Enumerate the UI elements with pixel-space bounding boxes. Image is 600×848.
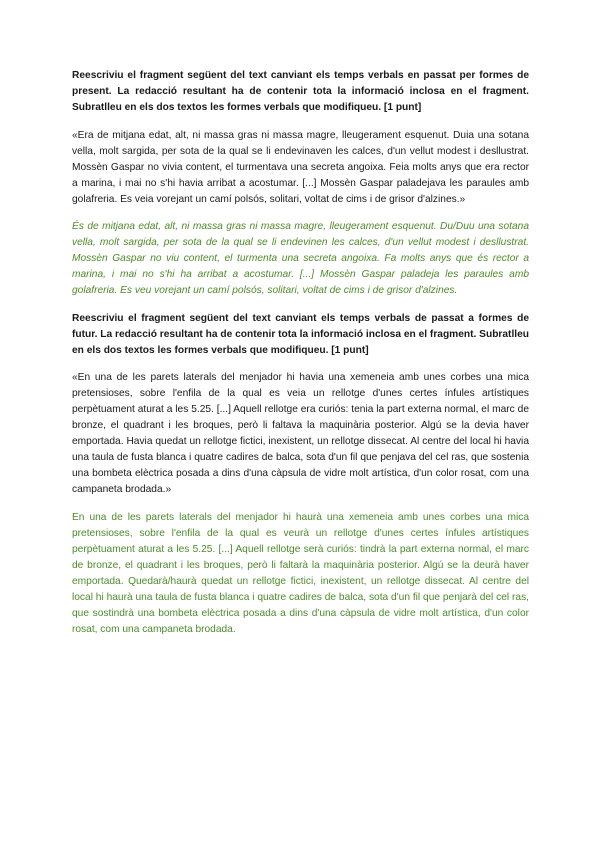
exercise-1 — [72, 68, 529, 299]
exercise-2 — [72, 311, 529, 638]
exercise-2-source-text: «En una de les parets laterals del menjador hi havia una xemeneia amb unes corbes una mica pretensioses, sobre l'enfila de la qual es veia un rellotge d'unes certes ínfules artístiques perpètuament aturat a les 5.25. [...] Aquell rellotge era curiós: tenia la part externa normal, el marc de bronze, el quadrant i les broques, però li faltava la maquinària posterior. Algú se la devia haver emportada. Havia quedat un rellotge fictici, inexistent, un rellotge dissecat. Al centre del local hi havia una taula de fusta blanca i quatre cadires de balca, sota d'un fil que penjava del cel ras, que sostenia una bombeta elèctrica posada a dins d'una càpsula de vidre molt artística, d'un color rosat, com una campaneta brodada.» — [72, 372, 529, 495]
exercise-1-answer-text: És de mitjana edat, alt, ni massa gras ni massa magre, lleugerament esquenut. Du/Duu una sotana vella, molt sargida, per sota de la qual se li endevinen les calces, d'un vellut modest i desllustrat. Mossèn Gaspar no viu content, el turmenta una secreta angoixa. Fa molts anys que és rector a marina, i mai no s'hi ha arribat a acostumar. [...] Mossèn Gaspar paladeja les paraules amb golafreria. Es veu vorejant un camí polsós, solitari, voltat de cims i de grisor d'alzines. — [72, 221, 529, 296]
exercise-2-answer-text: En una de les parets laterals del menjador hi haurà una xemeneia amb unes corbes una mica pretensioses, sobre l'enfila de la qual es veurà un rellotge d'unes certes ínfules artístiques perpètuament aturat a les 5.25. [...] Aquell rellotge serà curiós: tindrà la part externa normal, el marc de bronze, el quadrant i les broques, però li faltarà la maquinària posterior. Algú se la deurà haver emportada. Quedarà/haurà quedat un rellotge fictici, inexistent, un rellotge dissecat. Al centre del local hi haurà una taula de fusta blanca i quatre cadires de balca, sota d'un fil que penjarà del cel ras, que sostindrà una bombeta elèctrica posada a dins d'una càpsula de vidre molt artística, d'un color rosat, com una campaneta brodada. — [72, 512, 529, 635]
document-page — [72, 68, 529, 650]
exercise-1-source-text: «Era de mitjana edat, alt, ni massa gras ni massa magre, lleugerament esquenut. Duia una sotana vella, molt sargida, per sota de la qual se li endevinaven les calces, d'un vellut modest i desllustrat. Mossèn Gaspar no vivia content, el turmentava una secreta angoixa. Feia molts anys que era rector a marina, i mai no s'hi havia arribat a acostumar. [...] Mossèn Gaspar paladejava les paraules amb golafreria. Es veia vorejant un camí polsós, solitari, voltat de cims i de grisor d'alzines.» — [72, 130, 529, 205]
exercise-2-instruction: Reescriviu el fragment següent del text canviant els temps verbals de passat a formes de futur. La redacció resultant ha de contenir tota la informació inclosa en el fragment. Subratlleu en els dos textos les formes verbals que modifiqueu. [1 punt] — [72, 313, 529, 356]
exercise-1-instruction: Reescriviu el fragment següent del text canviant els temps verbals en passat per formes de present. La redacció resultant ha de contenir tota la informació inclosa en el fragment. Subratlleu en els dos textos les formes verbals que modifiqueu. [1 punt] — [72, 70, 529, 113]
